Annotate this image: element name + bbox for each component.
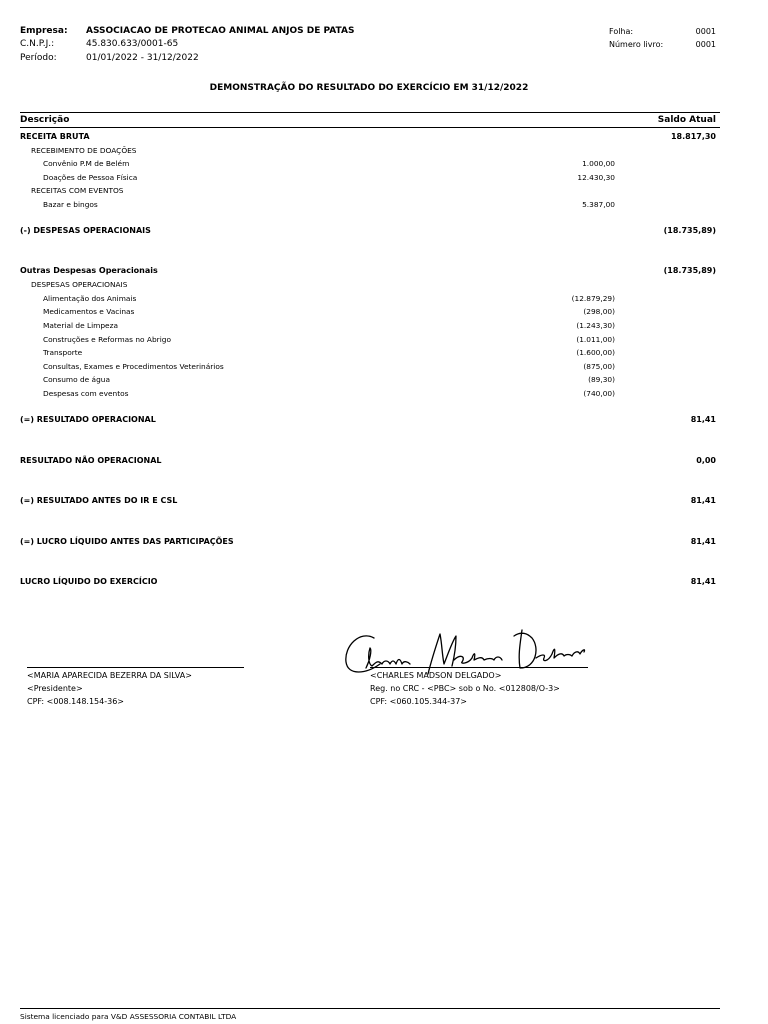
row-label: Bazar e bingos: [43, 200, 98, 209]
row-label: Medicamentos e Vacinas: [43, 307, 135, 316]
column-header-balance: Saldo Atual: [657, 115, 716, 125]
row-label: (-) DESPESAS OPERACIONAIS: [20, 226, 151, 235]
row-total: 18.817,30: [670, 132, 716, 141]
row-label: LUCRO LÍQUIDO DO EXERCÍCIO: [20, 577, 158, 586]
row-value: 12.430,30: [577, 173, 615, 182]
table-header-rule: [20, 127, 720, 128]
row-label: RECEBIMENTO DE DOAÇÕES: [31, 146, 137, 155]
signer-cpf-right: CPF: <060.105.344-37>: [370, 697, 467, 706]
periodo-value: 01/01/2022 - 31/12/2022: [86, 53, 199, 63]
row-label: Convênio P.M de Belém: [43, 159, 130, 168]
row-label: RECEITA BRUTA: [20, 132, 90, 141]
signer-name-left: <MARIA APARECIDA BEZERRA DA SILVA>: [27, 671, 192, 680]
signer-registration-right: Reg. no CRC - <PBC> sob o No. <012808/O-3>: [370, 684, 560, 693]
row-total: 0,00: [696, 456, 716, 465]
row-label: Outras Despesas Operacionais: [20, 266, 158, 275]
row-label: Construções e Reformas no Abrigo: [43, 335, 171, 344]
row-total: 81,41: [690, 415, 716, 424]
folha-label: Folha:: [609, 27, 634, 36]
row-label: Transporte: [43, 348, 83, 357]
row-label: Consultas, Exames e Procedimentos Veterinários: [43, 362, 224, 371]
row-value: (298,00): [583, 307, 615, 316]
row-total: (18.735,89): [663, 266, 716, 275]
row-value: (1.600,00): [576, 348, 615, 357]
row-value: (12.879,29): [571, 294, 615, 303]
footer-license: Sistema licenciado para V&D ASSESSORIA CONTABIL LTDA: [20, 1012, 237, 1021]
livro-label: Número livro:: [609, 40, 664, 49]
row-label: (=) LUCRO LÍQUIDO ANTES DAS PARTICIPAÇÕES: [20, 537, 234, 546]
cnpj-value: 45.830.633/0001-65: [86, 39, 179, 49]
row-label: RECEITAS COM EVENTOS: [31, 186, 124, 195]
footer-rule: [20, 1008, 720, 1009]
row-label: Despesas com eventos: [43, 389, 129, 398]
signature-line-left: [27, 667, 244, 668]
row-value: (1.243,30): [576, 321, 615, 330]
column-header-description: Descrição: [20, 115, 70, 125]
folha-value: 0001: [695, 27, 716, 36]
row-label: (=) RESULTADO OPERACIONAL: [20, 415, 156, 424]
row-value: 1.000,00: [582, 159, 615, 168]
empresa-value: ASSOCIACAO DE PROTECAO ANIMAL ANJOS DE PATAS: [86, 26, 355, 36]
row-value: 5.387,00: [582, 200, 615, 209]
livro-value: 0001: [695, 40, 716, 49]
row-value: (875,00): [583, 362, 615, 371]
row-label: Alimentação dos Animais: [43, 294, 137, 303]
row-label: Material de Limpeza: [43, 321, 118, 330]
row-label: (=) RESULTADO ANTES DO IR E CSL: [20, 496, 178, 505]
table-top-rule: [20, 112, 720, 113]
row-total: 81,41: [690, 577, 716, 586]
row-total: 81,41: [690, 537, 716, 546]
signer-role-left: <Presidente>: [27, 684, 83, 693]
row-value: (740,00): [583, 389, 615, 398]
empresa-label: Empresa:: [20, 26, 68, 36]
report-title: DEMONSTRAÇÃO DO RESULTADO DO EXERCÍCIO EM 31/12/2022: [209, 83, 529, 93]
periodo-label: Período:: [20, 53, 57, 63]
row-label: Doações de Pessoa Física: [43, 173, 138, 182]
row-value: (1.011,00): [576, 335, 615, 344]
row-label: RESULTADO NÃO OPERACIONAL: [20, 456, 162, 465]
row-total: 81,41: [690, 496, 716, 505]
signature-line-right: [370, 667, 588, 668]
cnpj-label: C.N.P.J.:: [20, 39, 55, 49]
row-label: Consumo de água: [43, 375, 110, 384]
signer-name-right: <CHARLES MADSON DELGADO>: [370, 671, 502, 680]
row-label: DESPESAS OPERACIONAIS: [31, 280, 128, 289]
row-value: (89,30): [588, 375, 615, 384]
signer-cpf-left: CPF: <008.148.154-36>: [27, 697, 124, 706]
row-total: (18.735,89): [663, 226, 716, 235]
